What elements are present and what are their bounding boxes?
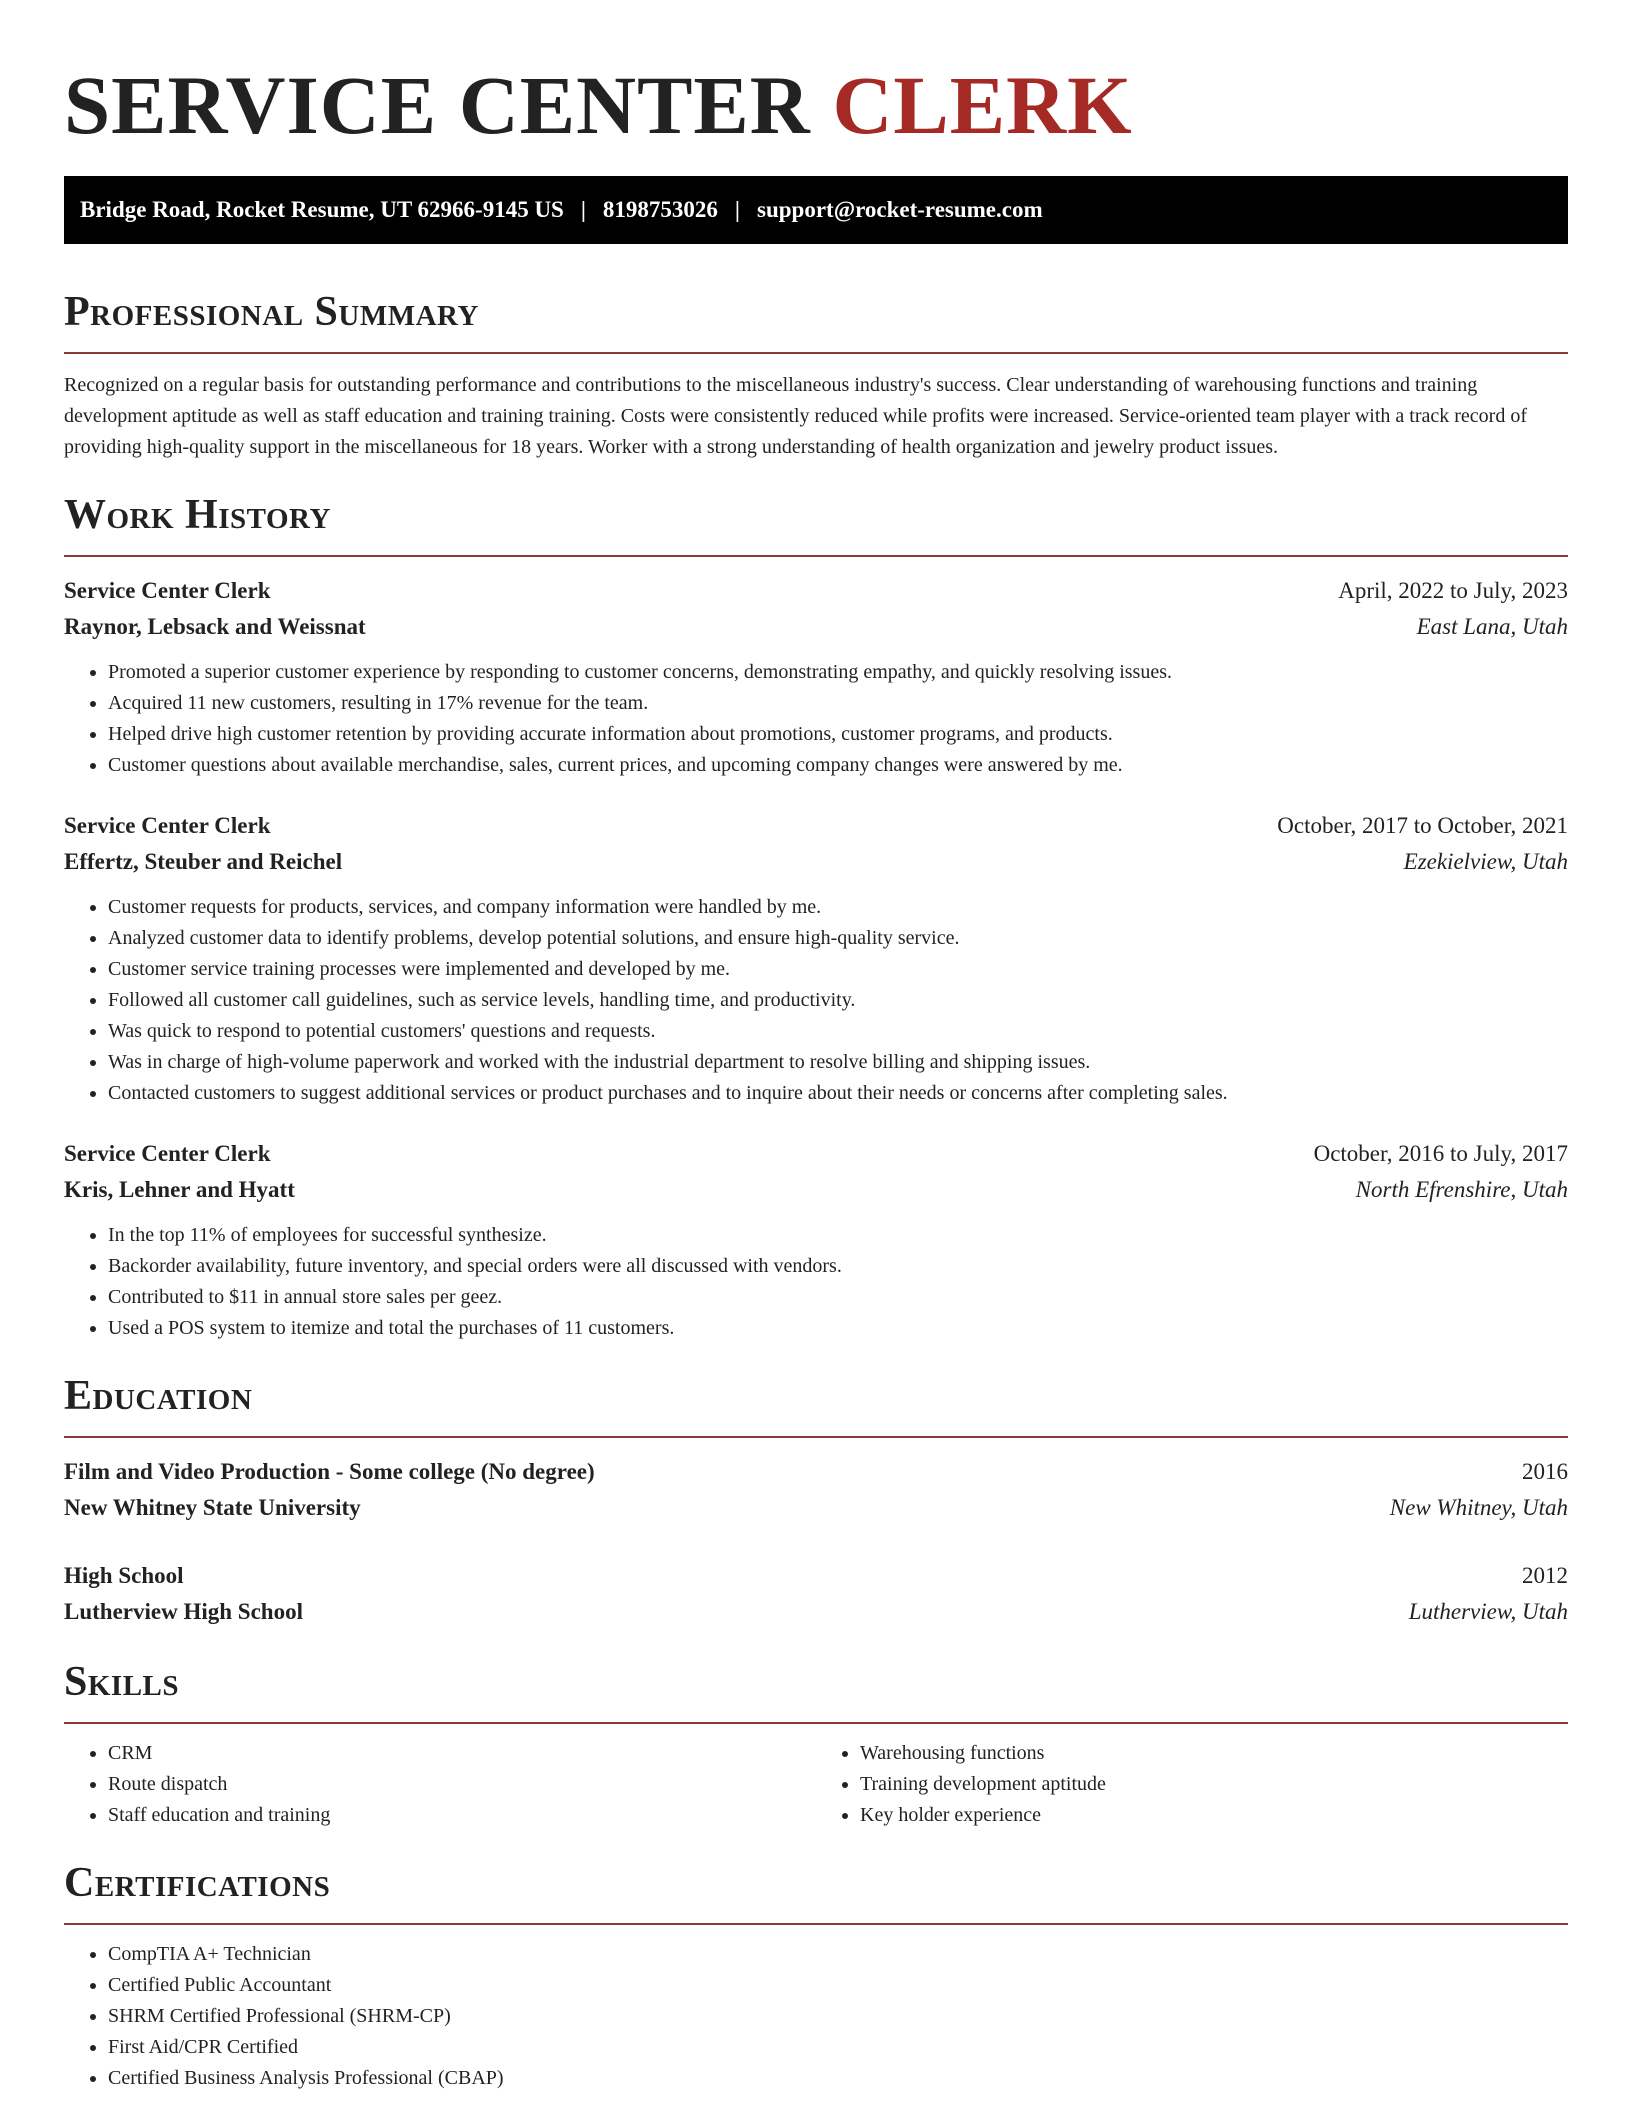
job-dates: October, 2017 to October, 2021: [1277, 813, 1568, 838]
summary-text: Recognized on a regular basis for outstanding performance and contributions to the miscellaneous industry's success. Clear understanding of warehousing functions and training development aptitude as well as staff education and training training. Costs were consistently reduced while profits were increased. Service-oriented team player with a track record of providing high-quality support in the miscellaneous for 18 years. Worker with a strong understanding of health organization and jewelry product issues.: [64, 374, 1527, 458]
certifications-list: [64, 1939, 1568, 2094]
section-title-summary: Professional Summary: [64, 289, 479, 335]
job-role: Service Center Clerk: [64, 1141, 271, 1166]
section-divider: [64, 1722, 1568, 1724]
list-item: • CRM: [108, 1738, 816, 1769]
list-item: • Staff education and training: [108, 1800, 816, 1831]
list-item: • Customer service training processes were implemented and developed by me.: [108, 954, 1568, 985]
job-header-row: [64, 1136, 1568, 1172]
job-header-row: [64, 573, 1568, 609]
job-company: Raynor, Lebsack and Weissnat: [64, 614, 366, 639]
job-dates: October, 2016 to July, 2017: [1313, 1141, 1568, 1166]
job-company: Effertz, Steuber and Reichel: [64, 849, 343, 874]
resume-page: [64, 0, 1568, 2094]
skills-column-right: [816, 1738, 1568, 1831]
job-bullets: [64, 1220, 1568, 1344]
education-degree-row: [64, 1454, 1568, 1490]
job-header-row: [64, 808, 1568, 844]
contact-bar: [64, 176, 1568, 244]
education-location: New Whitney, Utah: [1389, 1495, 1568, 1520]
education-degree: High School: [64, 1563, 184, 1588]
education-school: Lutherview High School: [64, 1599, 303, 1624]
job-entry: [64, 573, 1568, 781]
skills-section: [64, 1656, 1568, 1831]
education-school: New Whitney State University: [64, 1495, 361, 1520]
list-item: • SHRM Certified Professional (SHRM-CP): [108, 2001, 1568, 2032]
list-item: • Used a POS system to itemize and total the purchases of 11 customers.: [108, 1313, 1568, 1344]
education-year: 2012: [1522, 1563, 1568, 1588]
list-item: • CompTIA A+ Technician: [108, 1939, 1568, 1970]
list-item: • Followed all customer call guidelines, such as service levels, handling time, and productivity.: [108, 985, 1568, 1016]
section-divider: [64, 555, 1568, 557]
list-item: • Warehousing functions: [860, 1738, 1568, 1769]
list-item: • Route dispatch: [108, 1769, 816, 1800]
job-role: Service Center Clerk: [64, 578, 271, 603]
list-item: • Contacted customers to suggest additional services or product purchases and to inquire about their needs or concerns after completing sales.: [108, 1078, 1568, 1109]
list-item: • Backorder availability, future inventory, and special orders were all discussed with vendors.: [108, 1251, 1568, 1282]
contact-phone: 8198753026: [602, 197, 718, 222]
section-divider: [64, 352, 1568, 354]
education-year: 2016: [1522, 1459, 1568, 1484]
job-entry: [64, 808, 1568, 1109]
list-item: • Promoted a superior customer experience by responding to customer concerns, demonstrating empathy, and quickly resolving issues.: [108, 657, 1568, 688]
work-section: [64, 489, 1568, 1344]
education-school-row: [64, 1490, 1568, 1526]
section-divider: [64, 1436, 1568, 1438]
job-company-row: [64, 844, 1568, 880]
job-bullets: [64, 657, 1568, 781]
contact-address: Bridge Road, Rocket Resume, UT 62966-9145 US: [80, 197, 564, 222]
list-item: • Certified Business Analysis Professional (CBAP): [108, 2063, 1568, 2094]
certifications-section: [64, 1857, 1568, 2094]
job-company: Kris, Lehner and Hyatt: [64, 1177, 295, 1202]
job-location: East Lana, Utah: [1416, 614, 1568, 639]
list-item: • First Aid/CPR Certified: [108, 2032, 1568, 2063]
name-main: SERVICE CENTER: [64, 59, 811, 151]
education-degree-row: [64, 1558, 1568, 1594]
list-item: • Contributed to $11 in annual store sales per geez.: [108, 1282, 1568, 1313]
list-item: • Customer questions about available merchandise, sales, current prices, and upcoming company changes were answered by me.: [108, 750, 1568, 781]
job-bullets: [64, 892, 1568, 1109]
job-location: North Efrenshire, Utah: [1355, 1177, 1568, 1202]
section-title-skills: Skills: [64, 1659, 180, 1705]
list-item: • In the top 11% of employees for successful synthesize.: [108, 1220, 1568, 1251]
education-location: Lutherview, Utah: [1408, 1599, 1568, 1624]
list-item: • Was in charge of high-volume paperwork and worked with the industrial department to resolve billing and shipping issues.: [108, 1047, 1568, 1078]
list-item: • Certified Public Accountant: [108, 1970, 1568, 2001]
list-item: • Training development aptitude: [860, 1769, 1568, 1800]
section-divider: [64, 1923, 1568, 1925]
contact-separator: |: [580, 197, 586, 222]
job-entry: [64, 1136, 1568, 1344]
skills-column-left: [64, 1738, 816, 1831]
section-title-education: Education: [64, 1373, 253, 1419]
job-dates: April, 2022 to July, 2023: [1338, 578, 1568, 603]
job-company-row: [64, 609, 1568, 645]
job-role: Service Center Clerk: [64, 813, 271, 838]
list-item: • Helped drive high customer retention by providing accurate information about promotions, customer programs, and products.: [108, 719, 1568, 750]
education-degree: Film and Video Production - Some college (No degree): [64, 1459, 595, 1484]
summary-section: [64, 286, 1568, 463]
contact-separator: |: [734, 197, 740, 222]
job-location: Ezekielview, Utah: [1403, 849, 1568, 874]
education-section: [64, 1370, 1568, 1630]
candidate-name: [64, 0, 1568, 155]
list-item: • Analyzed customer data to identify problems, develop potential solutions, and ensure high-quality service.: [108, 923, 1568, 954]
list-item: • Key holder experience: [860, 1800, 1568, 1831]
education-entry: [64, 1454, 1568, 1526]
education-school-row: [64, 1594, 1568, 1630]
section-title-work: Work History: [64, 492, 331, 538]
section-title-certifications: Certifications: [64, 1860, 331, 1906]
education-entry: [64, 1558, 1568, 1630]
list-item: • Acquired 11 new customers, resulting in 17% revenue for the team.: [108, 688, 1568, 719]
list-item: • Was quick to respond to potential customers' questions and requests.: [108, 1016, 1568, 1047]
contact-email[interactable]: support@rocket-resume.com: [757, 197, 1043, 222]
list-item: • Customer requests for products, services, and company information were handled by me.: [108, 892, 1568, 923]
skills-grid: [64, 1738, 1568, 1831]
job-company-row: [64, 1172, 1568, 1208]
name-accent: CLERK: [832, 59, 1133, 151]
